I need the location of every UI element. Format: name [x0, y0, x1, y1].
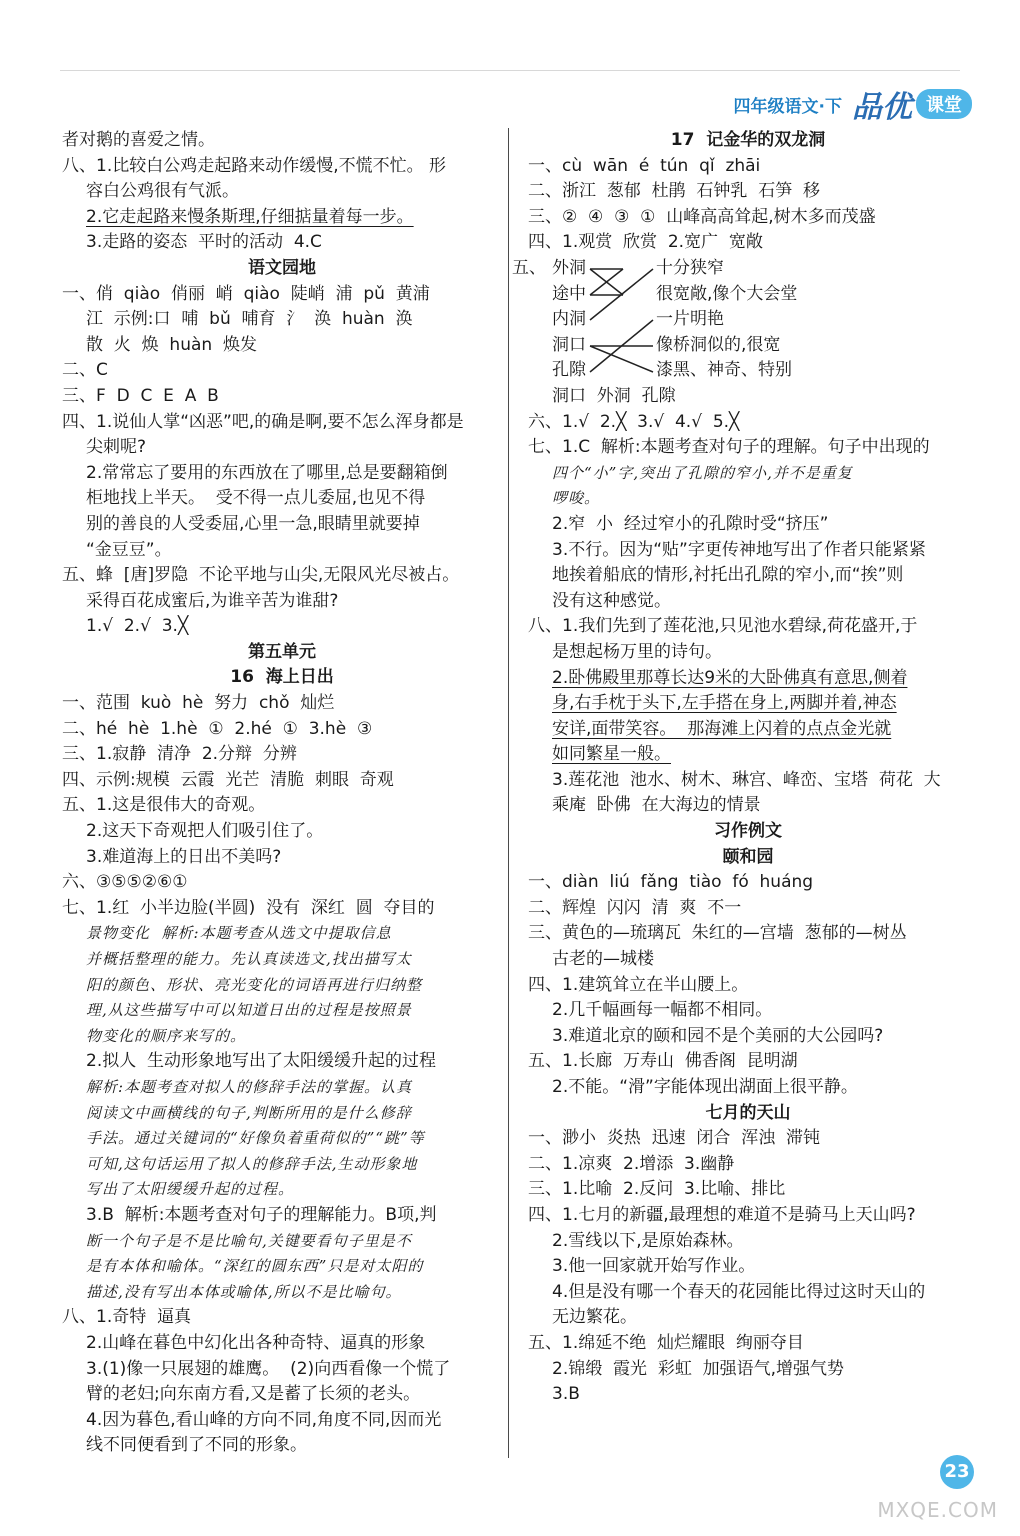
- answer-line: 二、hé hè 1.hè ① 2.hé ① 3.hè ③: [62, 718, 373, 739]
- match-left-item: 途中: [552, 283, 586, 304]
- grade-label: 四年级语文·下: [733, 96, 842, 117]
- answer-line: 古老的—城楼: [552, 949, 654, 970]
- answer-line: 八、1.奇特 逼真: [62, 1307, 192, 1328]
- answer-line: 六、③⑤⑤②⑥①: [62, 872, 188, 893]
- answer-line: 八、1.比较白公鸡走起路来动作缓慢,不慌不忙。 形: [62, 155, 447, 176]
- answer-line: 安详,面带笑容。 那海滩上闪着的点点金光就: [552, 718, 892, 739]
- answer-line: 身,右手枕于头下,左手搭在身上,两脚并着,神态: [552, 693, 897, 714]
- answer-line: 是想起杨万里的诗句。: [552, 641, 722, 662]
- answer-line: 七、1.C 解析:本题考查对句子的理解。句子中出现的: [528, 437, 930, 458]
- answer-line: 3.B 解析:本题考查对句子的理解能力。B项,判: [86, 1204, 437, 1225]
- answer-line: 4.但是没有哪一个春天的花园能比得过这时天山的: [552, 1281, 926, 1302]
- brand-sub: 课堂: [916, 89, 972, 119]
- answer-line: 啰唆。: [552, 489, 601, 508]
- answer-line: 阅读文中画横线的句子,判断所用的是什么修辞: [86, 1103, 412, 1122]
- right-column: [512, 128, 968, 1408]
- answer-line: 可知,这句话运用了拟人的修辞手法,生动形象地: [86, 1154, 418, 1173]
- answer-line: 4.因为暮色,看山峰的方向不同,角度不同,因而光: [86, 1409, 442, 1430]
- answer-line: 四、1.七月的新疆,最理想的难道不是骑马上天山吗?: [528, 1204, 916, 1225]
- match-right-item: 一片明艳: [656, 309, 724, 330]
- answer-line: 别的善良的人受委屈,心里一急,眼睛里就要掉: [86, 513, 420, 534]
- answer-line: 并概括整理的能力。先认真读选文,找出描写太: [86, 950, 412, 968]
- answer-line: 三、F D C E A B: [62, 385, 219, 406]
- answer-line: 2.山峰在暮色中幻化出各种奇特、逼真的形象: [86, 1332, 426, 1353]
- answer-line: 六、1.√ 2.╳ 3.√ 4.√ 5.╳: [528, 411, 740, 432]
- top-rule: [60, 70, 960, 71]
- right-column-bottom: [528, 384, 968, 1408]
- right-column-top: [528, 128, 968, 256]
- answer-line: 2.锦缎 霞光 彩虹 加强语气,增强气势: [552, 1358, 845, 1379]
- answer-line: 没有这种感觉。: [552, 590, 671, 611]
- answer-line: 如同繁星一般。: [552, 744, 671, 765]
- answer-line: 无边繁花。: [552, 1307, 637, 1328]
- answer-line: 二、辉煌 闪闪 清 爽 不一: [528, 897, 742, 918]
- match-right-item: 十分狭窄: [656, 257, 724, 278]
- answer-line: 五、蜂 [唐]罗隐 不论平地与山尖,无限风光尽被占。: [62, 565, 460, 586]
- match-prefix: 五、: [512, 257, 546, 278]
- match-right-item: 漆黑、神奇、特别: [656, 360, 792, 381]
- answer-line: 二、1.凉爽 2.增添 3.幽静: [528, 1153, 735, 1174]
- answer-line: 七、1.红 小半边脸(半圆) 没有 深红 圆 夺目的: [62, 897, 435, 918]
- answer-line: 四、1.观赏 欣赏 2.宽广 宽敞: [528, 232, 763, 253]
- answer-line: 二、C: [62, 360, 108, 381]
- brand-name: 品优: [852, 90, 912, 125]
- answer-line: 乘庵 卧佛 在大海边的情景: [552, 795, 761, 816]
- section-heading: 第五单元: [248, 641, 316, 662]
- answer-line: 3.难道海上的日出不美吗?: [86, 846, 282, 867]
- answer-line: 散 火 焕 huàn 焕发: [86, 334, 257, 355]
- answer-line: 2.它走起路来慢条斯理,仔细掂量着每一步。: [86, 206, 414, 227]
- answer-line: 四、1.说仙人掌“凶恶”吧,的确是啊,要不怎么浑身都是: [62, 411, 464, 432]
- match-left-item: 洞口: [552, 334, 586, 355]
- answer-line: 一、范围 kuò hè 努力 chǒ 灿烂: [62, 693, 335, 714]
- answer-line: 一、渺小 炎热 迅速 闭合 浑浊 滞钝: [528, 1128, 821, 1149]
- left-column: [62, 128, 502, 1459]
- match-right-item: 很宽敞,像个大会堂: [656, 283, 798, 304]
- answer-line: 3.走路的姿态 平时的活动 4.C: [86, 232, 322, 253]
- answer-line: 是有本体和喻体。“深红的圆东西”只是对太阳的: [86, 1257, 424, 1276]
- answer-line: 2.几千幅画每一幅都不相同。: [552, 1000, 773, 1021]
- answer-line: 八、1.我们先到了莲花池,只见池水碧绿,荷花盛开,于: [528, 616, 918, 637]
- answer-line: 1.√ 2.√ 3.╳: [86, 616, 189, 637]
- answer-line: 地挨着船底的情形,衬托出孔隙的窄小,而“挨”则: [552, 565, 904, 586]
- answer-line: 3.难道北京的颐和园不是个美丽的大公园吗?: [552, 1025, 884, 1046]
- answer-line: 理,从这些描写中可以知道日出的过程是按照景: [86, 1001, 412, 1020]
- answer-line: 五、1.这是很伟大的奇观。: [62, 795, 266, 816]
- answer-line: 臂的老妇;向东南方看,又是蓄了长须的老头。: [86, 1384, 421, 1405]
- answer-line: 写出了太阳缓缓升起的过程。: [86, 1180, 295, 1199]
- answer-line: 物变化的顺序来写的。: [86, 1026, 247, 1045]
- page-number: 23: [940, 1455, 974, 1489]
- answer-line: 一、diàn liú fǎng tiào fó huáng: [528, 872, 814, 893]
- section-heading: 习作例文: [714, 821, 782, 842]
- answer-line: 3.他一回家就开始写作业。: [552, 1256, 756, 1277]
- answer-line: 线不同便看到了不同的形象。: [86, 1435, 307, 1456]
- answer-line: 3.B: [552, 1384, 580, 1405]
- answer-line: 三、1.寂静 清净 2.分辩 分辨: [62, 744, 297, 765]
- answer-line: 一、俏 qiào 俏丽 峭 qiào 陡峭 浦 pǔ 黄浦: [62, 283, 430, 304]
- answer-line: 景物变化 解析:本题考查从选文中提取信息: [86, 924, 392, 943]
- answer-line: 2.这天下奇观把人们吸引住了。: [86, 821, 324, 842]
- section-heading: 16 海上日出: [230, 667, 334, 688]
- answer-line: “金豆豆”。: [86, 539, 172, 560]
- match-left-item: 外洞: [552, 257, 586, 278]
- answer-line: 2.窄 小 经过窄小的孔隙时受“挤压”: [552, 513, 829, 534]
- answer-line: 手法。通过关键词的“好像负着重荷似的”“跳”等: [86, 1129, 425, 1148]
- answer-line: 者对鹅的喜爱之情。: [62, 130, 215, 150]
- answer-line: 2.雪线以下,是原始森林。: [552, 1230, 744, 1251]
- answer-line: 四、示例:规模 云霞 光芒 清脆 刺眼 奇观: [62, 769, 394, 790]
- answer-line: 洞口 外洞 孔隙: [552, 385, 676, 406]
- watermark: MXQE.COM: [877, 1498, 998, 1522]
- answer-line: 容白公鸡很有气派。: [86, 181, 239, 202]
- answer-line: 采得百花成蜜后,为谁辛苦为谁甜?: [86, 590, 339, 611]
- answer-line: 四、1.建筑耸立在半山腰上。: [528, 974, 749, 995]
- answer-line: 三、② ④ ③ ① 山峰高高耸起,树木多而茂盛: [528, 206, 876, 227]
- answer-line: 五、1.长廊 万寿山 佛香阁 昆明湖: [528, 1051, 798, 1072]
- match-left-item: 内洞: [552, 309, 586, 330]
- answer-line: 二、浙江 葱郁 杜鹃 石钟乳 石笋 移: [528, 181, 821, 202]
- answer-line: 断一个句子是不是比喻句,关键要看句子里是不: [86, 1231, 412, 1250]
- column-divider: [508, 128, 509, 1458]
- match-left-item: 孔隙: [552, 360, 586, 381]
- answer-line: 柜地找上半天。 受不得一点儿委屈,也见不得: [86, 488, 426, 509]
- matching-exercise: [512, 256, 968, 384]
- page-header: [734, 82, 972, 126]
- answer-line: 三、1.比喻 2.反问 3.比喻、排比: [528, 1179, 786, 1200]
- section-heading: 七月的天山: [705, 1102, 791, 1123]
- section-heading: 颐和园: [722, 846, 774, 867]
- answer-line: 江 示例:口 哺 bǔ 哺育 氵 涣 huàn 涣: [86, 309, 413, 330]
- answer-line: 3.(1)像一只展翅的雄鹰。 (2)向西看像一个慌了: [86, 1358, 451, 1379]
- answer-line: 描述,没有写出本体或喻体,所以不是比喻句。: [86, 1282, 402, 1301]
- answer-line: 2.不能。“滑”字能体现出湖面上很平静。: [552, 1077, 858, 1097]
- section-heading: 语文园地: [248, 257, 316, 278]
- answer-line: 五、1.绵延不绝 灿烂耀眼 绚丽夺目: [528, 1332, 804, 1353]
- match-right-item: 像桥洞似的,很宽: [656, 334, 781, 355]
- answer-line: 解析:本题考查对拟人的修辞手法的掌握。认真: [86, 1077, 413, 1096]
- answer-line: 尖刺呢?: [86, 437, 147, 458]
- answer-line: 阳的颜色、形状、亮光变化的词语再进行归纳整: [86, 975, 423, 994]
- section-heading: 17 记金华的双龙洞: [670, 130, 826, 150]
- answer-line: 2.拟人 生动形象地写出了太阳缓缓升起的过程: [86, 1051, 437, 1072]
- answer-line: 3.莲花池 池水、树木、琳宫、峰峦、宝塔 荷花 大: [552, 769, 941, 790]
- answer-line: 四个“小”字,突出了孔隙的窄小,并不是重复: [552, 463, 853, 482]
- answer-line: 3.不行。因为“贴”字更传神地写出了作者只能紧紧: [552, 539, 926, 560]
- answer-line: 一、cù wān é tún qǐ zhāi: [528, 155, 761, 176]
- answer-line: 2.常常忘了要用的东西放在了哪里,总是要翻箱倒: [86, 462, 448, 483]
- answer-line: 三、黄色的—琉璃瓦 朱红的—宫墙 葱郁的—树丛: [528, 923, 907, 944]
- brand-logo: [852, 82, 972, 126]
- answer-line: 2.卧佛殿里那尊长达9米的大卧佛真有意思,侧着: [552, 667, 908, 688]
